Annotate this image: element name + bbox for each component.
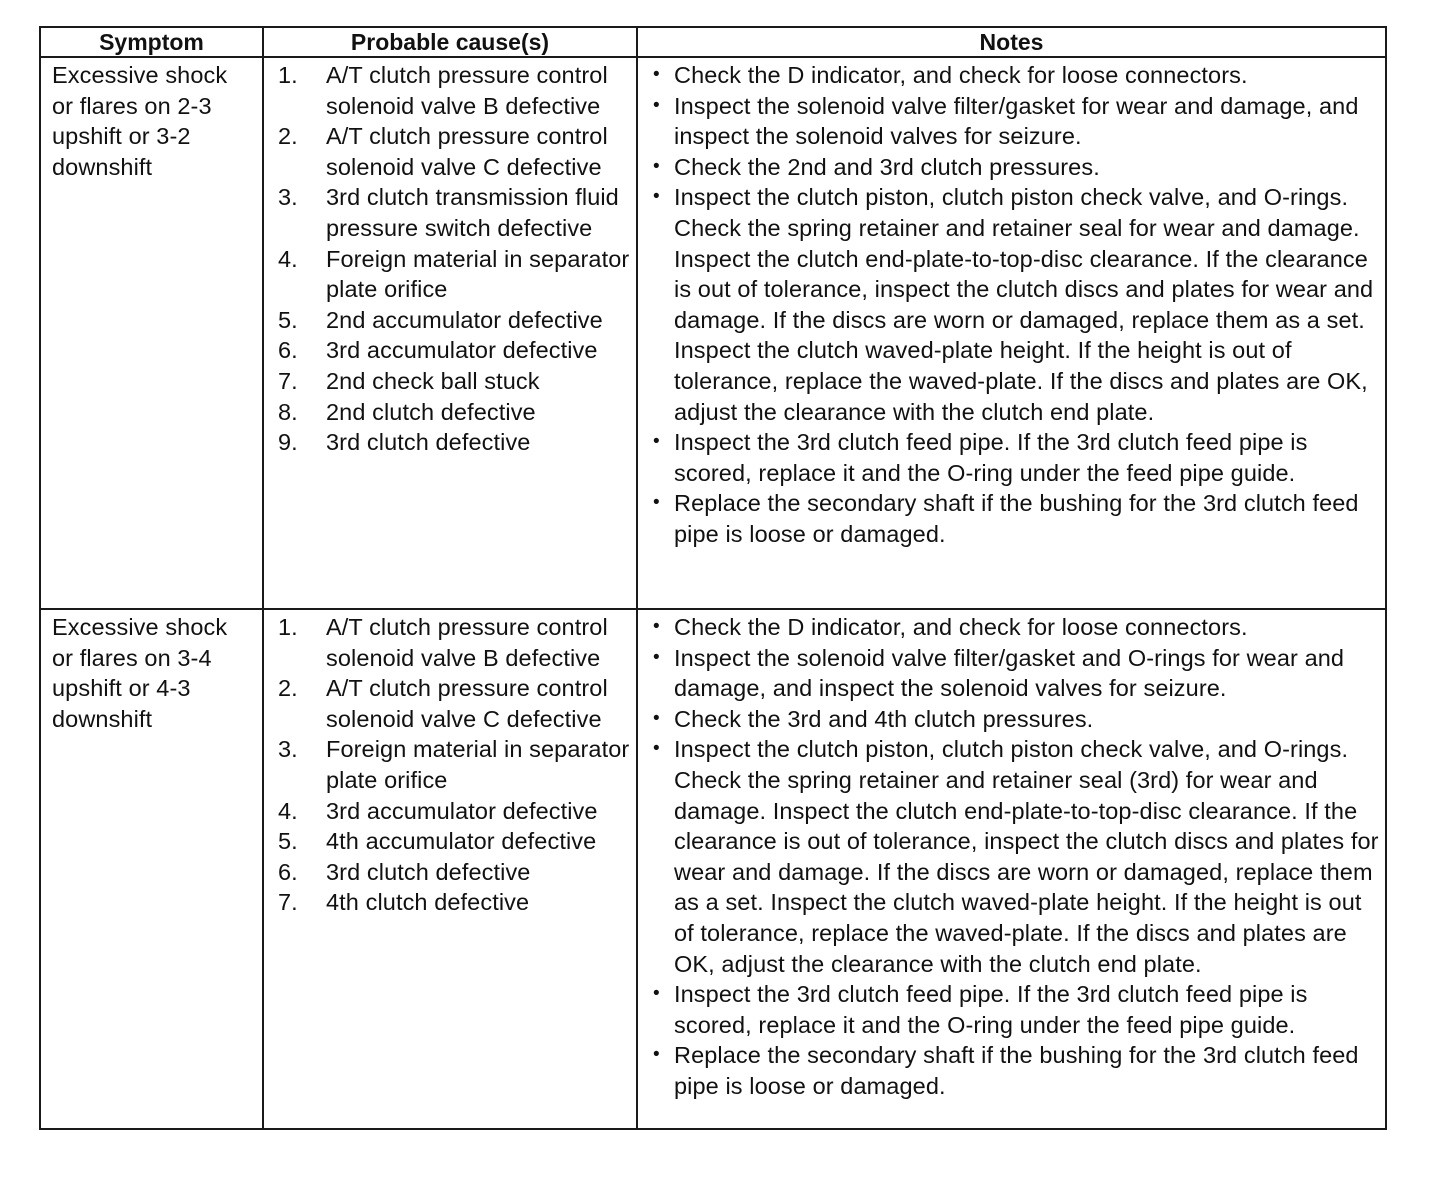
notes-list [652, 60, 1379, 550]
cause-item [278, 121, 630, 182]
cause-number: 7. [278, 889, 298, 916]
note-item: • Check the 2nd and 3rd clutch pressures. [652, 152, 1379, 183]
cause-item [278, 612, 630, 673]
notes-list [652, 612, 1379, 1102]
cause-number: 4. [278, 245, 298, 272]
cause-text: 3rd accumulator defective [326, 337, 598, 364]
causes-cell [263, 609, 637, 1129]
note-item: • Replace the secondary shaft if the bushing for the 3rd clutch feed pipe is loose or damaged. [652, 1040, 1379, 1101]
cause-number: 5. [278, 306, 298, 333]
cause-item [278, 887, 630, 918]
note-item: • Check the D indicator, and check for loose connectors. [652, 612, 1379, 643]
cause-text: 3rd accumulator defective [326, 797, 598, 824]
note-item: • Inspect the solenoid valve filter/gasket for wear and damage, and inspect the solenoid valves for seizure. [652, 91, 1379, 152]
cause-number: 7. [278, 367, 298, 394]
note-item: • Inspect the solenoid valve filter/gasket and O-rings for wear and damage, and inspect the solenoid valves for seizure. [652, 643, 1379, 704]
cause-item [278, 366, 630, 397]
cause-number: 8. [278, 398, 298, 425]
header-symptom: Symptom [40, 27, 263, 57]
cause-number: 2. [278, 675, 298, 702]
troubleshooting-table [39, 26, 1387, 1130]
table-header [40, 27, 1386, 57]
cause-number: 9. [278, 429, 298, 456]
cause-text: Foreign material in separator plate orifice [326, 245, 630, 303]
cause-text: A/T clutch pressure control solenoid valve B defective [326, 614, 608, 671]
cause-number: 3. [278, 184, 298, 211]
cause-text: 2nd accumulator defective [326, 306, 603, 333]
table-row [40, 609, 1386, 1129]
cause-number: 3. [278, 736, 298, 763]
cause-number: 6. [278, 858, 298, 885]
cause-item [278, 60, 630, 121]
cause-text: 4th clutch defective [326, 889, 530, 916]
cause-item [278, 857, 630, 888]
note-item: • Check the D indicator, and check for loose connectors. [652, 60, 1379, 91]
header-notes: Notes [637, 27, 1386, 57]
note-item: • Inspect the clutch piston, clutch piston check valve, and O-rings. Check the spring retainer and retainer seal (3rd) for wear and damage. Inspect the clutch end-plate-to-top-disc clearance. If the clearance is out of tolerance, inspect the clutch discs and plates for wear and damage. If the discs are worn or damaged, replace them as a set. Inspect the clutch waved-plate height. If the height is out of tolerance, replace the waved-plate. If the discs and plates are OK, adjust the clearance with the clutch end plate. [652, 734, 1379, 979]
cause-number: 4. [278, 797, 298, 824]
note-item: • Inspect the 3rd clutch feed pipe. If the 3rd clutch feed pipe is scored, replace it and the O-ring under the feed pipe guide. [652, 427, 1379, 488]
notes-cell [637, 57, 1386, 609]
cause-text: 3rd clutch defective [326, 858, 531, 885]
cause-item [278, 673, 630, 734]
cause-list [278, 612, 630, 918]
header-row [40, 27, 1386, 57]
note-item: • Replace the secondary shaft if the bushing for the 3rd clutch feed pipe is loose or damaged. [652, 488, 1379, 549]
cause-item [278, 796, 630, 827]
cause-item [278, 397, 630, 428]
cause-item [278, 826, 630, 857]
cause-item [278, 305, 630, 336]
cause-text: 2nd check ball stuck [326, 367, 540, 394]
cause-text: Foreign material in separator plate orifice [326, 736, 630, 793]
note-item: • Check the 3rd and 4th clutch pressures. [652, 704, 1379, 735]
note-item: • Inspect the 3rd clutch feed pipe. If the 3rd clutch feed pipe is scored, replace it and the O-ring under the feed pipe guide. [652, 979, 1379, 1040]
cause-number: 2. [278, 123, 298, 150]
cause-list [278, 60, 630, 458]
note-item: • Inspect the clutch piston, clutch piston check valve, and O-rings. Check the spring retainer and retainer seal for wear and damage. Inspect the clutch end-plate-to-top-disc clearance. If the clearance is out of tolerance, inspect the clutch discs and plates for wear and damage. If the discs are worn or damaged, replace them as a set. Inspect the clutch waved-plate height. If the height is out of tolerance, replace the waved-plate. If the discs and plates are OK, adjust the clearance with the clutch end plate. [652, 182, 1379, 427]
cause-text: 3rd clutch defective [326, 429, 531, 456]
cause-text: A/T clutch pressure control solenoid valve C defective [326, 123, 608, 180]
cause-number: 1. [278, 62, 298, 88]
cause-text: A/T clutch pressure control solenoid valve C defective [326, 675, 608, 732]
cause-item [278, 244, 630, 305]
cause-number: 1. [278, 614, 298, 640]
cause-text: 4th accumulator defective [326, 828, 597, 855]
cause-text: 2nd clutch defective [326, 398, 536, 425]
table-row [40, 57, 1386, 609]
cause-number: 5. [278, 828, 298, 855]
cause-item [278, 427, 630, 458]
notes-cell [637, 609, 1386, 1129]
header-probable-causes: Probable cause(s) [263, 27, 637, 57]
cause-number: 6. [278, 337, 298, 364]
causes-cell [263, 57, 637, 609]
cause-item [278, 182, 630, 243]
cause-text: 3rd clutch transmission fluid pressure switch defective [326, 184, 619, 241]
symptom-cell: Excessive shock or flares on 3-4 upshift or 4-3 downshift [40, 609, 263, 1129]
symptom-cell: Excessive shock or flares on 2-3 upshift or 3-2 downshift [40, 57, 263, 609]
cause-item [278, 734, 630, 795]
cause-text: A/T clutch pressure control solenoid valve B defective [326, 62, 608, 119]
cause-item [278, 335, 630, 366]
